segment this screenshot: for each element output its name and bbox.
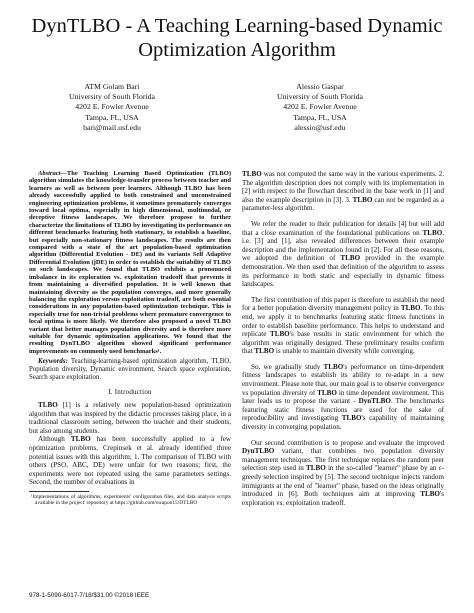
keywords-text: Teaching-learning-based optimization algorithm, TLBO, Population diversity, Dynamic environment, Search space exploration, Search space exploitation. (29, 358, 231, 382)
author-block-1 (27, 82, 197, 133)
bold-term: TLBO (306, 464, 326, 473)
text-run: provided in the example demonstration. We then used that definition of the algorithm to assess its performance in both static and especially in dynamic fitness landscapes. (242, 254, 444, 289)
paragraph (242, 296, 444, 356)
text-run: in time dependent environment. This later leads us to propose the variant - (242, 388, 444, 406)
bold-term: TLBO (422, 228, 443, 237)
author-block-2 (235, 82, 405, 133)
author-email: bari@mail.usf.edu (83, 122, 141, 132)
bold-term: TLBO (70, 435, 91, 444)
bold-term: DynTLBO (242, 447, 275, 456)
text-run: Although (38, 435, 71, 444)
footnote: ¹Implementations of algorithms, experiments' configuration files, and data analysis scripts available in the project' repository at https://github.com/swapon15/DTLBO (31, 493, 231, 507)
text-run: [1] is a relatively new population-based optimization algorithm that was inspired by the didactic processes taking place, in a traditional classroom setting, between the teacher and their students, but also among students. (29, 401, 231, 435)
bold-term: TLBO (341, 414, 362, 423)
author-address: 4202 E. Fowler Avenue (283, 102, 357, 112)
paragraph (242, 220, 444, 289)
bold-term: TLBO (254, 347, 275, 356)
author-address: 4202 E. Fowler Avenue (75, 102, 149, 112)
paragraph (242, 170, 444, 213)
right-column (242, 170, 444, 507)
paper-title: DynTLBO - A Teaching Learning-based Dynamic Optimization Algorithm (31, 15, 443, 61)
text-run: can not be regarded as a parameter-less algorithm. (242, 195, 444, 213)
keywords-lead: Keywords: (38, 358, 68, 366)
text-run: We refer the reader to their publication for details [4] but will add that a close examination of the foundational publications on (242, 219, 444, 237)
keywords (29, 358, 231, 382)
text-run: The first contribution of this paper is therefore to establish the need for a better population diversity management policy in (242, 295, 444, 313)
text-run: , i.e. [3] and [1], also revealed differences between their example description and the implementation found in [2]. For all these reasons, we adopted the definition of (242, 228, 444, 263)
text-run: variant, that combines two population diversity management techniques. The first technique replaces the random peer selection step used in (242, 447, 444, 473)
text-run: Our second contribution is to propose and evaluate the improved (251, 438, 444, 447)
author-name: ATM Golam Bari (84, 82, 140, 91)
section-heading: I. Introduction (108, 388, 152, 397)
author-city: Tampa, FL, USA (85, 112, 139, 122)
bold-term: TLBO (269, 330, 290, 339)
text-run: was not computed the same way in the various experiments. 2. The algorithm description does not comply with its implementation in [2] with respect to the flowchart described in the base work in [1] and also the example description in [3]. 3. (242, 170, 444, 204)
bold-term: TLBO (352, 195, 373, 204)
bold-term: TLBO (242, 170, 262, 178)
bold-term: TLBO (420, 490, 440, 499)
abstract-lead: Abstract (38, 170, 61, 177)
text-run: has been successfully applied to a few optimization problems, Crepinsek et al. already identified three potential issues with this algorithm; 1. The comparison of TLBO with others (PSO, ABC, DE) were unfair for two reasons; first, the experiments were not repeated using the same parameters settings. Second, the number of evaluations in (29, 435, 231, 487)
abstract-text: —The Teaching Learning Based Optimization (TLBO) algorithm simulates the knowledge-transfer process between teacher and learners as well as between peer learners. Although TLBO has been already successfully applied to both constrained and unconstrained engineering optimization problems, it sometimes prematurely converges toward local optima, especially in high dimensional, multimodal, or deceptive fitness landscapes. We therefore propose to further characterize the limitations of TLBO by investigating its performance on different benchmarks featuring both stationary, to establish a baseline, but especially non-stationary fitness landscapes. The results are then compared with a state of the art population-based optimization algorithm (Differential Evolution - DE) and its variants Self Adaptive Differential Evolution (jDE) in order to establish the suitability of TLBO on such landscapes. We found that TLBO exhibits a pronounced imbalance in its exploration vs. exploitation tradeoff that prevents it from maintaining a diversified population. It is well known that maintaining diversity as the population converges, and more generally balancing the exploration versus exploitation tradeoff, are both essential considerations in any population-based optimization technique. This is especially true for non-trivial problems where premature convergence to local optima is more likely. We therefore also proposed a novel TLBO variant that better manages population diversity and is therefore more suitable for dynamic optimization applications. We found that the resulting DynTLBO algorithm showed significant performance improvements on commonly used benchmarks¹. (29, 170, 231, 355)
paragraph (29, 435, 231, 487)
bold-term: TLBO (38, 401, 58, 410)
footnote-divider (29, 491, 89, 492)
author-affiliation: University of South Florida (69, 92, 155, 102)
text-run: 's base results in static environment for which the algorithm was originally designed. These preliminary results confirm that (242, 330, 444, 356)
text-run: . The benchmarks featuring static fitness functions are used for the sake of reproducibility and investigating (242, 397, 444, 423)
text-run: 's capability of maintaining diversity in converging population. (242, 414, 444, 432)
paragraph (29, 401, 231, 435)
left-column (29, 170, 231, 507)
author-affiliation: University of South Florida (277, 92, 363, 102)
author-name: Alessio Gaspar (296, 82, 344, 91)
text-run: is unable to maintain diversity while converging. (274, 347, 415, 356)
text-run: 's exploration vs. exploitation tradeoff. (242, 490, 444, 507)
text-run: 's performance on time-dependent fitness landscapes to establish its ability to re-adapt in a new environment. Please note that, our main goal is to observe convergence vs population diversity of (242, 362, 444, 397)
author-email: alessio@usf.edu (294, 122, 346, 132)
abstract (29, 170, 231, 355)
bold-term: TLBO (317, 388, 337, 397)
copyright-footer: 978-1-5090-6017-7/18/$31.00 ©2018 IEEE (29, 592, 150, 599)
text-run: So, we gradually study (251, 362, 324, 371)
paragraph (242, 439, 444, 508)
paragraph (242, 363, 444, 432)
text-run: . To this end, we apply it to benchmarks featuring static fitness functions in order to establish baseline performance. This helps to understand and replicate (242, 304, 444, 339)
text-run: in the so-called "learner" phase by an ε-greedy selection inspired by [5]. The second technique injects random immigrants at the end of "learner" phase, based on the ideas originally introduced in [6]. Both techniques aim at improving (242, 464, 444, 499)
bold-term: TLBO (400, 304, 421, 313)
bold-term: TLBO (340, 254, 361, 263)
author-city: Tampa, FL, USA (293, 112, 347, 122)
bold-term: TLBO (323, 362, 344, 371)
bold-term: DynTLBO (358, 397, 391, 406)
